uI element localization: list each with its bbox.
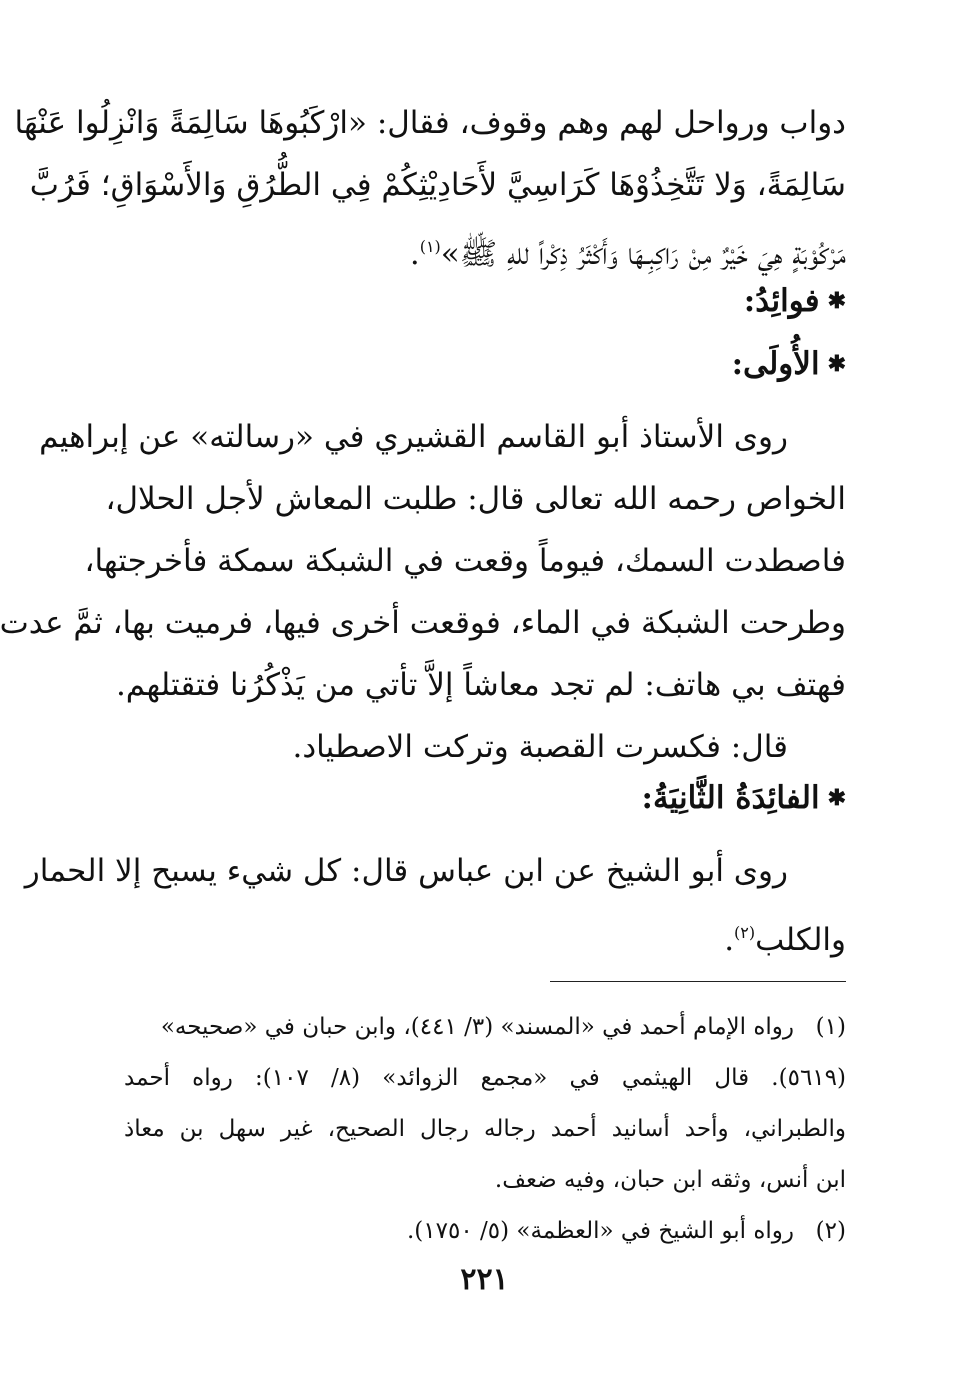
intro-line-3-text: مَرْكُوْبَةٍ هِيَ خَيْرٌ مِنْ رَاكِبِـهَا وَأَكْثَرُ ذِكْراً للهِ ﷺ» [440, 236, 846, 272]
footnote-1-cont-1: (٥٦١٩). قال الهيثمي في «مجمع الزوائد» (٨/ ١٠٧): رواه أحمد [124, 1065, 846, 1091]
second-line-2-text: والكلب [755, 922, 846, 958]
footnote-1-text: رواه الإمام أحمد في «المسند» (٣/ ٤٤١)، وابن حبان في «صحيحه» [160, 1014, 794, 1040]
intro-line-2: سَالِمَةً، وَلا تَتَّخِذُوْهَا كَرَاسِيَّ لأَحَادِيْثِكُمْ فِي الطُّرُقِ وَالأَسْوَاقِ؛ فَرُبَّ [29, 167, 846, 203]
first-benefit-paragraph [0, 406, 846, 778]
second-benefit-paragraph [24, 840, 846, 971]
first-line-3: فاصطدت السمك، فيوماً وقعت في الشبكة سمكة فأخرجتها، [84, 543, 846, 579]
intro-line-3 [124, 216, 846, 285]
intro-end-punct: . [409, 236, 420, 272]
footnotes [124, 1002, 846, 1257]
first-line-4: وطرحت الشبكة في الماء، فوقعت أخرى فيها، فرميت بها، ثمَّ عدت [0, 605, 846, 641]
intro-paragraph [14, 92, 846, 285]
first-benefit-heading-text: الأُولَى: [731, 346, 820, 382]
page-number: ٢٢١ [460, 1262, 509, 1297]
footnote-2 [124, 1206, 846, 1257]
footnote-ref-2: (٢) [734, 923, 756, 942]
bullet-icon: ✱ [827, 288, 846, 314]
footnote-1-cont-3: ابن أنس، وثقه ابن حبان، وفيه ضعف. [494, 1167, 846, 1193]
second-benefit-heading-text: الفائِدَةُ الثَّانِيَةُ: [641, 780, 820, 816]
footnote-separator [550, 981, 846, 982]
first-closing-line: قال: فكسرت القصبة وتركت الاصطياد. [292, 729, 788, 765]
first-line-1: روى الأستاذ أبو القاسم القشيري في «رسالته» عن إبراهيم [39, 419, 788, 455]
footnote-2-text: رواه أبو الشيخ في «العظمة» (٥/ ١٧٥٠). [407, 1218, 794, 1244]
footnote-1 [124, 1002, 846, 1053]
fawaid-heading-text: فوائِدُ: [743, 283, 820, 319]
footnote-2-number: (٢) [815, 1218, 846, 1244]
bullet-icon: ✱ [827, 785, 846, 811]
first-line-5: فهتف بي هاتف: لم تجد معاشاً إلاَّ تأتي من يَذْكُرُنا فتقتلهم. [115, 667, 846, 703]
first-benefit-heading [732, 346, 846, 382]
second-benefit-heading [642, 780, 846, 816]
second-line-1: روى أبو الشيخ عن ابن عباس قال: كل شيء يسبح إلا الحمار [24, 853, 788, 889]
first-line-2: الخواص رحمه الله تعالى قال: طلبت المعاش لأجل الحلال، [105, 481, 846, 517]
fawaid-heading [744, 283, 846, 319]
bullet-icon: ✱ [827, 351, 846, 377]
footnote-ref-1: (١) [419, 237, 441, 256]
second-end-punct: . [724, 922, 735, 958]
second-line-2 [124, 902, 846, 971]
intro-line-1: دواب ورواحل لهم وهم وقوف، فقال: «ارْكَبُوهَا سَالِمَةً وَانْزِلُوا عَنْهَا [14, 105, 846, 141]
footnote-1-cont-2: والطبراني، وأحد أسانيد أحمد رجاله رجال الصحيح، غير سهل بن معاذ [124, 1116, 846, 1142]
footnote-1-number: (١) [815, 1014, 846, 1040]
